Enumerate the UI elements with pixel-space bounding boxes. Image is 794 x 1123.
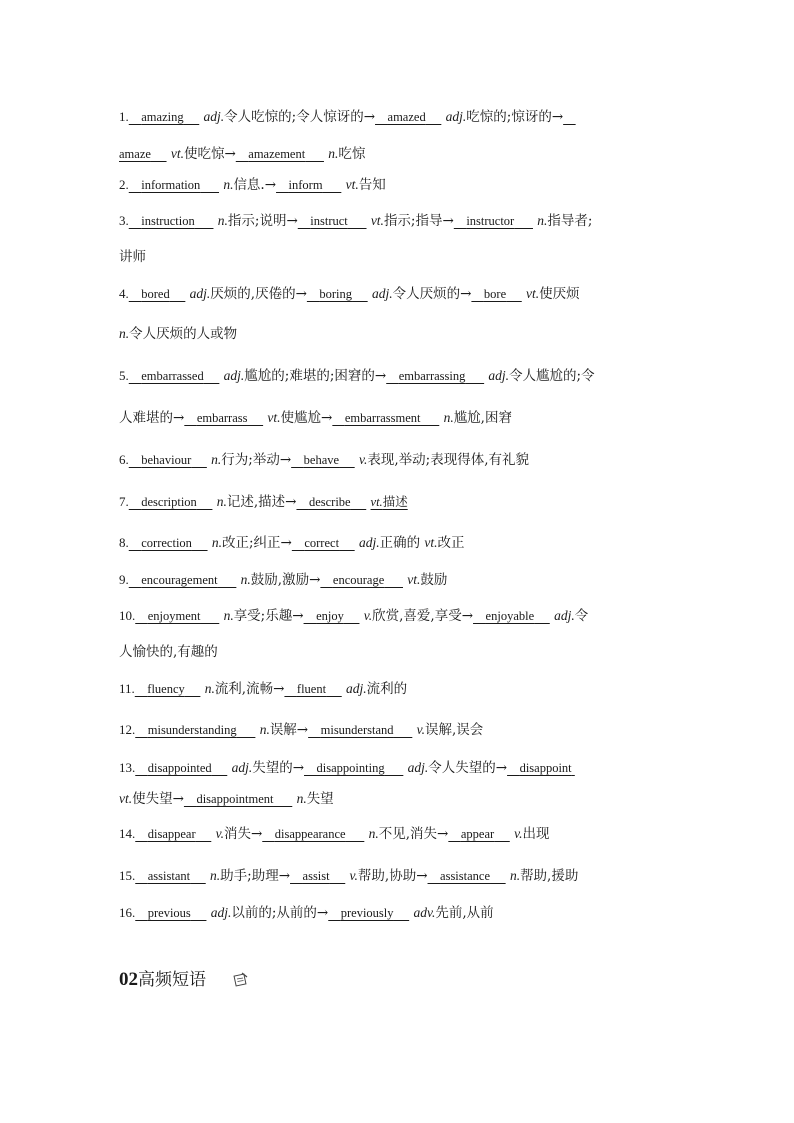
entry-number: 9. bbox=[119, 572, 129, 587]
meaning: 使尴尬→ bbox=[280, 410, 333, 426]
entry-6 bbox=[119, 451, 529, 469]
part-of-speech: vt. bbox=[170, 146, 184, 161]
answer-blank: previous bbox=[147, 906, 191, 920]
part-of-speech: vt. bbox=[424, 535, 438, 550]
section-number: 02 bbox=[119, 969, 138, 990]
meaning: 改正;纠正→ bbox=[221, 535, 292, 551]
part-of-speech: adj. bbox=[231, 760, 253, 775]
meaning: 令人厌烦的→ bbox=[392, 286, 472, 302]
meaning: 误解,误会 bbox=[424, 722, 484, 738]
answer-blank: disappointment bbox=[196, 792, 274, 806]
meaning: 改正 bbox=[437, 535, 465, 551]
meaning: 使失望→ bbox=[132, 791, 184, 807]
entry-5-line-2 bbox=[119, 409, 512, 427]
part-of-speech: v. bbox=[514, 826, 523, 841]
entry-number: 13. bbox=[119, 760, 136, 775]
meaning: 厌烦的,厌倦的→ bbox=[210, 286, 307, 302]
answer-blank: assist bbox=[302, 869, 330, 883]
entry-8 bbox=[119, 534, 465, 552]
entry-10-line-1 bbox=[119, 607, 588, 625]
answer-blank: instruct bbox=[310, 214, 348, 228]
answer-blank: inform bbox=[288, 178, 323, 192]
meaning: 令人尴尬的;令 bbox=[509, 368, 595, 384]
entry-number: 16. bbox=[119, 905, 136, 920]
answer-blank: assistance bbox=[440, 869, 491, 883]
entry-5-line-1 bbox=[119, 367, 595, 385]
meaning: 吃惊 bbox=[338, 146, 366, 162]
meaning: 令人吃惊的;令人惊讶的→ bbox=[224, 109, 376, 125]
answer-blank: embarrassing bbox=[398, 369, 466, 383]
meaning: 令人失望的→ bbox=[428, 760, 508, 776]
part-of-speech: adj. bbox=[554, 608, 575, 623]
part-of-speech: adj. bbox=[371, 286, 393, 301]
meaning: 人难堪的→ bbox=[119, 410, 185, 426]
meaning: 先前,从前 bbox=[435, 905, 494, 921]
meaning: 不见,消失→ bbox=[378, 826, 449, 842]
entry-2 bbox=[119, 176, 386, 194]
answer-blank: assistant bbox=[147, 869, 191, 883]
answer-blank: correction bbox=[141, 536, 192, 550]
part-of-speech: n. bbox=[328, 146, 339, 161]
entry-14 bbox=[119, 825, 549, 843]
meaning: 助手;助理→ bbox=[220, 868, 291, 884]
answer-blank: behaviour bbox=[141, 453, 192, 467]
meaning: 表现,举动;表现得体,有礼貌 bbox=[367, 452, 529, 468]
answer-blank: instructor bbox=[466, 214, 515, 228]
meaning: 令 bbox=[574, 608, 589, 624]
meaning: 流利,流畅→ bbox=[214, 681, 285, 697]
entry-3-line-1 bbox=[119, 212, 592, 230]
part-of-speech: v. bbox=[416, 722, 425, 737]
entry-4-line-1 bbox=[119, 285, 580, 303]
entry-number: 15. bbox=[119, 868, 136, 883]
meaning: 记述,描述→ bbox=[226, 494, 297, 510]
entry-number: 14. bbox=[119, 826, 136, 841]
part-of-speech: n. bbox=[537, 213, 548, 228]
meaning: 帮助,援助 bbox=[520, 868, 579, 884]
meaning: 使厌烦 bbox=[539, 286, 580, 302]
entry-13-line-1 bbox=[119, 759, 575, 777]
meaning: 使吃惊→ bbox=[183, 146, 236, 162]
answer-blank: disappointed bbox=[147, 761, 212, 775]
meaning: 信息.→ bbox=[233, 177, 277, 193]
answer-blank: enjoyable bbox=[485, 609, 535, 623]
entry-number: 6. bbox=[119, 452, 129, 467]
section-heading bbox=[119, 969, 249, 991]
answer-blank: encouragement bbox=[141, 573, 218, 587]
entry-number: 1. bbox=[119, 109, 129, 124]
entry-7 bbox=[119, 493, 408, 511]
entry-number: 2. bbox=[119, 177, 129, 192]
part-of-speech: vt. bbox=[370, 495, 383, 509]
meaning: 讲师 bbox=[119, 249, 146, 265]
answer-blank: behave bbox=[303, 453, 340, 467]
meaning: 失望 bbox=[306, 791, 334, 807]
meaning: 流利的 bbox=[366, 681, 408, 697]
answer-blank: embarrass bbox=[196, 411, 248, 425]
entry-number: 7. bbox=[119, 494, 129, 509]
part-of-speech: n. bbox=[211, 452, 222, 467]
answer-blank: encourage bbox=[332, 573, 385, 587]
part-of-speech: vt. bbox=[526, 286, 540, 301]
part-of-speech: n. bbox=[119, 326, 130, 341]
part-of-speech: adj. bbox=[203, 109, 225, 124]
part-of-speech: n. bbox=[259, 722, 270, 737]
part-of-speech: n. bbox=[509, 868, 521, 883]
part-of-speech: vt. bbox=[345, 177, 359, 192]
entry-number: 5. bbox=[119, 368, 129, 383]
entry-11 bbox=[119, 680, 407, 698]
part-of-speech: adj. bbox=[346, 681, 367, 696]
entry-13-line-2 bbox=[119, 790, 334, 808]
part-of-speech: v. bbox=[215, 826, 224, 841]
meaning: 指示;指导→ bbox=[383, 213, 454, 229]
part-of-speech: v. bbox=[349, 868, 358, 883]
answer-blank: disappointing bbox=[316, 761, 385, 775]
entry-9 bbox=[119, 571, 447, 589]
part-of-speech: adj. bbox=[445, 109, 467, 124]
meaning: 行为;举动→ bbox=[221, 452, 292, 468]
part-of-speech: vt. bbox=[267, 410, 281, 425]
part-of-speech: n. bbox=[211, 535, 222, 550]
meaning: 消失→ bbox=[223, 826, 263, 842]
meaning: 失望的→ bbox=[252, 760, 305, 776]
answer-blank: enjoyment bbox=[147, 609, 201, 623]
answer-blank: disappearance bbox=[274, 827, 346, 841]
part-of-speech: adj. bbox=[358, 535, 380, 550]
answer-blank: amazement bbox=[248, 147, 306, 161]
answer-blank: correct bbox=[304, 536, 340, 550]
answer-blank: misunderstand bbox=[320, 723, 394, 737]
entry-1-line-2 bbox=[119, 145, 365, 163]
answer-blank: disappear bbox=[147, 827, 196, 841]
meaning: 出现 bbox=[522, 826, 550, 842]
meaning: 描述 bbox=[382, 495, 408, 509]
entry-number: 8. bbox=[119, 535, 129, 550]
meaning: 以前的;从前的→ bbox=[231, 905, 329, 921]
entry-number: 12. bbox=[119, 722, 136, 737]
part-of-speech: v. bbox=[358, 452, 368, 467]
part-of-speech: adj. bbox=[407, 760, 429, 775]
part-of-speech: n. bbox=[223, 608, 234, 623]
entry-12 bbox=[119, 721, 483, 739]
answer-blank: instruction bbox=[141, 214, 195, 228]
part-of-speech: adj. bbox=[189, 286, 211, 301]
meaning: 鼓励 bbox=[420, 572, 448, 588]
entry-number: 11. bbox=[119, 681, 135, 696]
meaning: 鼓励,激励→ bbox=[250, 572, 321, 588]
answer-blank: fluent bbox=[296, 682, 327, 696]
answer-blank: fluency bbox=[147, 682, 185, 696]
answer-blank: embarrassment bbox=[344, 411, 421, 425]
part-of-speech: vt. bbox=[370, 213, 384, 228]
answer-blank: describe bbox=[308, 495, 351, 509]
part-of-speech: v. bbox=[363, 608, 373, 623]
entry-10-line-2 bbox=[119, 643, 218, 661]
entry-16 bbox=[119, 904, 494, 922]
part-of-speech: n. bbox=[204, 681, 215, 696]
answer-blank: bored bbox=[141, 287, 170, 301]
part-of-speech: adj. bbox=[210, 905, 232, 920]
part-of-speech: n. bbox=[216, 494, 227, 509]
meaning: 帮助,协助→ bbox=[357, 868, 428, 884]
part-of-speech: n. bbox=[240, 572, 251, 587]
meaning: 告知 bbox=[358, 177, 386, 193]
entry-4-line-2 bbox=[119, 325, 237, 343]
part-of-speech: adj. bbox=[488, 368, 510, 383]
meaning: 指导者; bbox=[547, 213, 593, 229]
answer-blank: appear bbox=[460, 827, 495, 841]
answer-blank: previously bbox=[340, 906, 394, 920]
pencil-note-icon bbox=[233, 971, 249, 987]
entry-number: 4. bbox=[119, 286, 129, 301]
meaning: 人愉快的,有趣的 bbox=[119, 644, 218, 660]
entry-1-line-1 bbox=[119, 108, 576, 126]
part-of-speech: vt. bbox=[119, 791, 133, 806]
meaning: 尴尬,困窘 bbox=[453, 410, 512, 426]
part-of-speech: n. bbox=[217, 213, 228, 228]
part-of-speech: n. bbox=[368, 826, 379, 841]
answer-blank: bore bbox=[483, 287, 507, 301]
part-of-speech: n. bbox=[210, 868, 221, 883]
part-of-speech: n. bbox=[443, 410, 454, 425]
meaning: 尴尬的;难堪的;困窘的→ bbox=[244, 368, 387, 384]
answer-blank: amazing bbox=[141, 110, 184, 124]
answer-blank: boring bbox=[319, 287, 353, 301]
entry-15 bbox=[119, 867, 578, 885]
entry-3-line-2 bbox=[119, 248, 146, 266]
part-of-speech: n. bbox=[296, 791, 307, 806]
meaning: 令人厌烦的人或物 bbox=[129, 326, 238, 342]
meaning: 吃惊的;惊讶的→ bbox=[466, 109, 564, 125]
entry-number: 3. bbox=[119, 213, 129, 228]
part-of-speech: vt. bbox=[407, 572, 421, 587]
meaning: 正确的 bbox=[379, 535, 425, 551]
meaning: 误解→ bbox=[269, 722, 309, 738]
part-of-speech: n. bbox=[223, 177, 234, 192]
answer-blank: amaze bbox=[119, 147, 151, 161]
meaning: 欣赏,喜爱,享受→ bbox=[372, 608, 474, 624]
meaning: 享受;乐趣→ bbox=[233, 608, 304, 624]
answer-blank: misunderstanding bbox=[147, 723, 237, 737]
answer-blank: embarrassed bbox=[141, 369, 204, 383]
entry-number: 10. bbox=[119, 608, 136, 623]
answer-blank: amazed bbox=[387, 110, 426, 124]
answer-blank: description bbox=[141, 495, 197, 509]
answer-blank: enjoy bbox=[316, 609, 344, 623]
part-of-speech: adv. bbox=[413, 905, 436, 920]
answer-blank: disappoint bbox=[519, 761, 572, 775]
answer-blank: information bbox=[141, 178, 201, 192]
part-of-speech: adj. bbox=[223, 368, 245, 383]
meaning: 指示;说明→ bbox=[227, 213, 298, 229]
section-title: 高频短语 bbox=[138, 970, 206, 990]
